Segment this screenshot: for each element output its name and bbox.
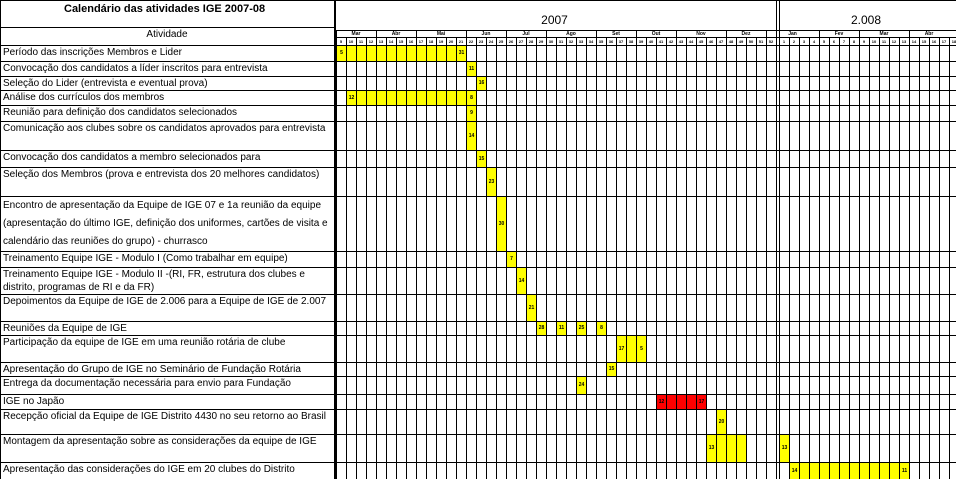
schedule-cell	[717, 435, 726, 462]
schedule-cell	[850, 463, 859, 479]
schedule-cell-red: 17	[697, 395, 706, 409]
grid-line	[766, 30, 767, 37]
schedule-cell: 11	[900, 463, 909, 479]
activity-label: Período das inscrições Membros e Lider	[3, 47, 182, 58]
year-2007-label: 2007	[541, 13, 568, 27]
month-label: Jun	[481, 31, 491, 37]
week-number: 38	[628, 39, 634, 44]
grid-line	[576, 37, 577, 479]
grid-line	[546, 37, 547, 479]
month-label: Ago	[566, 31, 576, 37]
grid-line	[636, 30, 637, 37]
grid-line	[666, 37, 667, 479]
schedule-cell	[347, 46, 356, 61]
week-number: 10	[871, 39, 877, 44]
grid-line	[446, 37, 447, 479]
grid-line	[466, 30, 467, 37]
grid-line	[799, 37, 800, 479]
week-number: 52	[768, 39, 774, 44]
grid-line	[0, 434, 956, 435]
schedule-cell	[407, 91, 416, 105]
schedule-cell: 13	[707, 435, 716, 462]
grid-line	[356, 37, 357, 479]
grid-line	[0, 251, 956, 252]
grid-line	[376, 37, 377, 479]
week-number: 14	[388, 39, 394, 44]
week-number: 44	[688, 39, 694, 44]
week-number: 17	[941, 39, 947, 44]
schedule-cell-red	[667, 395, 676, 409]
grid-line	[586, 37, 587, 479]
schedule-cell	[377, 91, 386, 105]
grid-line	[0, 409, 956, 410]
month-label: Out	[651, 31, 661, 37]
grid-line	[686, 37, 687, 479]
grid-line	[336, 37, 337, 479]
grid-line	[756, 37, 757, 479]
grid-line	[0, 121, 956, 122]
grid-line	[859, 37, 860, 479]
schedule-cell: 8	[467, 91, 476, 105]
grid-line	[506, 30, 507, 37]
schedule-cell: 12	[347, 91, 356, 105]
schedule-cell-red	[677, 395, 686, 409]
activity-label: Apresentação do Grupo de IGE no Seminário de Fundação Rotária	[3, 364, 301, 375]
schedule-cell-red: 12	[657, 395, 666, 409]
schedule-cell	[447, 46, 456, 61]
schedule-cell: 11	[467, 62, 476, 76]
schedule-cell: 15	[607, 363, 616, 376]
week-number: 2	[792, 39, 796, 44]
grid-line	[426, 37, 427, 479]
week-number: 27	[518, 39, 524, 44]
week-number: 11	[881, 39, 887, 44]
grid-line	[476, 37, 477, 479]
grid-line	[346, 37, 347, 479]
calendar-title: Calendário das atividades IGE 2007-08	[64, 3, 266, 15]
week-number: 23	[478, 39, 484, 44]
activity-label: IGE no Japão	[3, 396, 65, 407]
week-number: 16	[931, 39, 937, 44]
schedule-cell: 25	[577, 322, 586, 335]
week-number: 1	[782, 39, 786, 44]
grid-line	[879, 37, 880, 479]
week-number: 24	[488, 39, 494, 44]
activity-label: Treinamento Equipe IGE - Modulo II -(RI, FR, estrutura dos clubes e distrito, programas de RI e da FR)	[3, 269, 305, 293]
grid-line	[626, 37, 627, 479]
week-number: 49	[738, 39, 744, 44]
grid-line	[0, 376, 956, 377]
grid-line	[616, 37, 617, 479]
week-number: 17	[418, 39, 424, 44]
week-number: 14	[911, 39, 917, 44]
grid-line	[0, 267, 956, 268]
grid-line	[919, 37, 920, 479]
grid-line	[776, 0, 777, 479]
week-number: 39	[638, 39, 644, 44]
grid-line	[0, 27, 335, 28]
week-number: 13	[378, 39, 384, 44]
grid-line	[0, 335, 956, 336]
schedule-cell	[890, 463, 899, 479]
grid-line	[0, 362, 956, 363]
schedule-cell	[397, 91, 406, 105]
grid-line	[0, 105, 956, 106]
week-number: 7	[842, 39, 846, 44]
activity-label: Seleção do Lider (entrevista e eventual prova)	[3, 78, 208, 89]
grid-line	[696, 37, 697, 479]
grid-line	[536, 37, 537, 479]
week-number: 3	[802, 39, 806, 44]
grid-line	[516, 37, 517, 479]
week-number: 35	[598, 39, 604, 44]
week-number: 48	[728, 39, 734, 44]
grid-line	[789, 37, 790, 479]
activity-label: Reunião para definição dos candidatos selecionados	[3, 107, 238, 118]
grid-line	[809, 37, 810, 479]
activity-column-header: Atividade	[146, 29, 188, 40]
grid-line	[456, 37, 457, 479]
week-number: 42	[668, 39, 674, 44]
activity-label: Treinamento Equipe IGE - Modulo I (Como trabalhar em equipe)	[3, 253, 288, 264]
activity-label: Convocação dos candidatos a membro selecionados para	[3, 152, 261, 163]
grid-line	[0, 0, 1, 479]
grid-line	[336, 30, 337, 37]
grid-line	[899, 37, 900, 479]
week-number: 46	[708, 39, 714, 44]
grid-line	[0, 0, 956, 1]
grid-line	[0, 321, 956, 322]
grid-line	[819, 37, 820, 479]
activity-label: Entrega da documentação necessária para envio para Fundação	[3, 378, 291, 389]
week-number: 50	[748, 39, 754, 44]
week-number: 13	[901, 39, 907, 44]
grid-line	[436, 37, 437, 479]
grid-line	[0, 150, 956, 151]
week-number: 15	[921, 39, 927, 44]
grid-line	[606, 37, 607, 479]
schedule-cell	[417, 91, 426, 105]
week-number: 16	[408, 39, 414, 44]
week-number: 12	[891, 39, 897, 44]
week-number: 11	[358, 39, 364, 44]
week-number: 28	[528, 39, 534, 44]
grid-line	[406, 37, 407, 479]
schedule-cell	[627, 336, 636, 362]
grid-line	[0, 76, 956, 77]
grid-line	[909, 30, 910, 37]
grid-line	[546, 30, 547, 37]
schedule-cell	[820, 463, 829, 479]
activity-label: Reuniões da Equipe de IGE	[3, 323, 127, 334]
week-number: 5	[339, 39, 343, 44]
schedule-cell	[387, 46, 396, 61]
activity-label: Comunicação aos clubes sobre os candidatos aprovados para entrevista	[3, 123, 326, 134]
schedule-cell	[397, 46, 406, 61]
week-number: 8	[852, 39, 856, 44]
schedule-cell	[417, 46, 426, 61]
week-number: 12	[368, 39, 374, 44]
schedule-cell: 16	[477, 77, 486, 90]
week-number: 34	[588, 39, 594, 44]
grid-line	[716, 37, 717, 479]
year-2008-label: 2.008	[850, 13, 882, 27]
schedule-cell: 17	[617, 336, 626, 362]
schedule-cell	[457, 91, 466, 105]
grid-line	[376, 30, 377, 37]
schedule-cell	[727, 435, 736, 462]
grid-line	[939, 37, 940, 479]
grid-line	[336, 37, 956, 38]
week-number: 51	[758, 39, 764, 44]
schedule-cell	[357, 91, 366, 105]
grid-line	[0, 196, 956, 197]
grid-line	[656, 37, 657, 479]
week-number: 31	[558, 39, 564, 44]
schedule-cell	[860, 463, 869, 479]
grid-line	[366, 37, 367, 479]
schedule-cell: 28	[537, 322, 546, 335]
grid-line	[819, 30, 820, 37]
schedule-cell	[357, 46, 366, 61]
activity-label: Apresentação das considerações do IGE em 20 clubes do Distrito	[3, 464, 295, 475]
schedule-cell: 30	[497, 197, 506, 251]
schedule-cell: 7	[507, 252, 516, 267]
month-label: Jul	[522, 31, 530, 37]
schedule-cell: 14	[467, 122, 476, 150]
week-number: 22	[468, 39, 474, 44]
schedule-cell	[427, 46, 436, 61]
grid-line	[526, 37, 527, 479]
schedule-cell	[437, 91, 446, 105]
week-number: 4	[812, 39, 816, 44]
grid-line	[636, 37, 637, 479]
schedule-cell	[387, 91, 396, 105]
schedule-cell	[800, 463, 809, 479]
grid-line	[0, 394, 956, 395]
grid-line	[0, 167, 956, 168]
grid-line	[336, 30, 956, 31]
activity-label: Montagem da apresentação sobre as considerações da equipe de IGE	[3, 436, 317, 447]
schedule-cell	[367, 91, 376, 105]
schedule-cell: 24	[577, 377, 586, 394]
week-number: 6	[832, 39, 836, 44]
activity-label: Depoimentos da Equipe de IGE de 2.006 para a Equipe de IGE de 2.007	[3, 296, 327, 307]
schedule-cell	[447, 91, 456, 105]
week-number: 15	[398, 39, 404, 44]
grid-line	[929, 37, 930, 479]
week-number: 41	[658, 39, 664, 44]
schedule-cell: 5	[637, 336, 646, 362]
grid-line	[0, 61, 956, 62]
grid-line	[386, 37, 387, 479]
grid-line	[736, 37, 737, 479]
month-label: Mar	[351, 31, 361, 37]
grid-line	[556, 37, 557, 479]
schedule-cell: 21	[527, 295, 536, 321]
grid-line	[566, 37, 567, 479]
week-number: 45	[698, 39, 704, 44]
month-label: Nov	[696, 31, 706, 37]
grid-line	[869, 37, 870, 479]
schedule-cell: 14	[517, 268, 526, 294]
grid-line	[706, 37, 707, 479]
week-number: 25	[498, 39, 504, 44]
week-number: 32	[568, 39, 574, 44]
grid-line	[0, 462, 956, 463]
activity-label: Recepção oficial da Equipe de IGE Distrito 4430 no seu retorno ao Brasil	[3, 411, 326, 422]
schedule-cell	[427, 91, 436, 105]
week-number: 30	[548, 39, 554, 44]
grid-line	[676, 30, 677, 37]
grid-line	[726, 30, 727, 37]
schedule-cell	[407, 46, 416, 61]
month-label: Set	[612, 31, 620, 37]
schedule-cell	[880, 463, 889, 479]
grid-line	[416, 30, 417, 37]
grid-line	[0, 90, 956, 91]
week-number: 40	[648, 39, 654, 44]
schedule-cell-red	[687, 395, 696, 409]
schedule-cell	[377, 46, 386, 61]
week-number: 10	[348, 39, 354, 44]
grid-line	[676, 37, 677, 479]
activity-label: Encontro de apresentação da Equipe de IGE 07 e 1a reunião da equipe (apresentação do último IGE, definição dos uniformes, cartões de visita e calendário das reuniões do grupo) - churrasco	[3, 200, 328, 247]
grid-line	[506, 37, 507, 479]
schedule-cell	[367, 46, 376, 61]
grid-line	[486, 37, 487, 479]
week-number: 29	[538, 39, 544, 44]
week-number: 20	[448, 39, 454, 44]
grid-line	[0, 45, 956, 46]
grid-line	[496, 37, 497, 479]
month-label: Jan	[788, 31, 797, 37]
grid-line	[596, 37, 597, 479]
grid-line	[766, 37, 767, 479]
month-label: Abr	[391, 31, 401, 37]
week-number: 33	[578, 39, 584, 44]
grid-line	[859, 30, 860, 37]
week-number: 18	[951, 39, 956, 44]
month-label: Mai	[436, 31, 446, 37]
grid-line	[746, 37, 747, 479]
schedule-cell: 20	[717, 410, 726, 434]
grid-line	[726, 37, 727, 479]
week-number: 21	[458, 39, 464, 44]
activity-label: Seleção dos Membros (prova e entrevista dos 20 melhores candidatos)	[3, 169, 320, 180]
month-label: Dez	[741, 31, 751, 37]
grid-line	[416, 37, 417, 479]
schedule-cell: 31	[457, 46, 466, 61]
grid-line	[829, 37, 830, 479]
week-number: 26	[508, 39, 514, 44]
grid-line	[466, 37, 467, 479]
week-number: 19	[438, 39, 444, 44]
schedule-cell	[840, 463, 849, 479]
week-number: 47	[718, 39, 724, 44]
grid-line	[889, 37, 890, 479]
schedule-cell	[830, 463, 839, 479]
schedule-cell	[737, 435, 746, 462]
month-label: Abr	[924, 31, 934, 37]
schedule-cell	[870, 463, 879, 479]
schedule-cell: 8	[597, 322, 606, 335]
schedule-cell: 9	[467, 106, 476, 121]
schedule-cell	[437, 46, 446, 61]
week-number: 18	[428, 39, 434, 44]
week-number: 5	[822, 39, 826, 44]
activity-label: Convocação dos candidatos a líder inscritos para entrevista	[3, 63, 268, 74]
grid-line	[949, 37, 950, 479]
week-number: 43	[678, 39, 684, 44]
schedule-cell	[810, 463, 819, 479]
grid-line	[839, 37, 840, 479]
grid-line	[396, 37, 397, 479]
activity-label: Análise dos currículos dos membros	[3, 92, 165, 103]
activity-label: Participação da equipe de IGE em uma reunião rotária de clube	[3, 337, 286, 348]
grid-line	[596, 30, 597, 37]
grid-line	[646, 37, 647, 479]
week-number: 37	[618, 39, 624, 44]
schedule-cell: 15	[477, 151, 486, 167]
grid-line	[779, 0, 780, 479]
schedule-cell: 14	[790, 463, 799, 479]
grid-line	[909, 37, 910, 479]
week-number: 9	[862, 39, 866, 44]
week-number: 36	[608, 39, 614, 44]
schedule-cell: 11	[557, 322, 566, 335]
schedule-cell: 5	[337, 46, 346, 61]
month-label: Mar	[879, 31, 889, 37]
month-label: Fev	[834, 31, 844, 37]
schedule-cell: 13	[780, 435, 789, 462]
grid-line	[0, 294, 956, 295]
schedule-cell: 23	[487, 168, 496, 196]
grid-line	[849, 37, 850, 479]
